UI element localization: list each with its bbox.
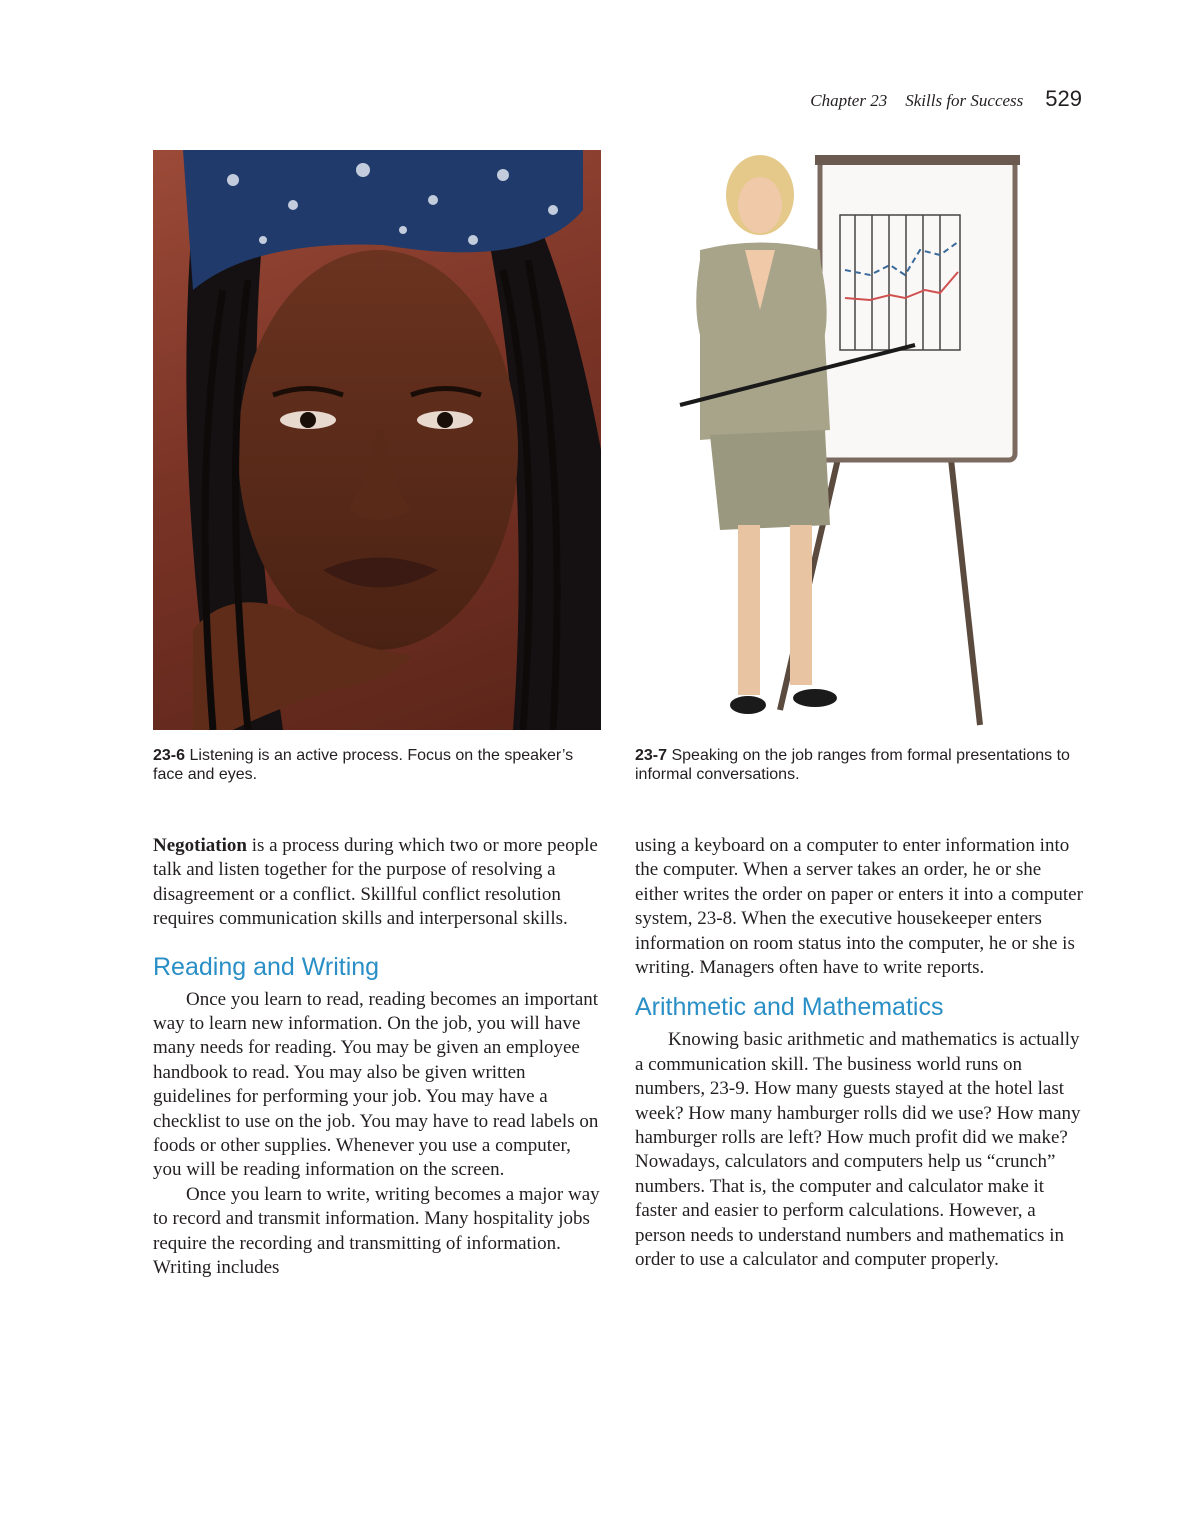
- reading-paragraph: Once you learn to read, reading becomes an important way to learn new information. On the job, you will have many needs for reading. You may be given an employee handbook to read. You may also be given written guidelines for performing your job. You may have a checklist to use on the job. You may have to read labels on foods or other supplies. Whenever you use a computer, you will be reading information on the screen.: [153, 988, 599, 1181]
- listening-photo: [153, 150, 601, 730]
- section-heading-arithmetic: Arithmetic and Mathematics: [635, 993, 944, 1022]
- section-heading-reading: Reading and Writing: [153, 952, 380, 981]
- figure-caption-23-6: [153, 746, 603, 784]
- paragraph-text: is a process during which two or more people talk and listen together for the purpose of resolving a disagreement or a conflict. Skillful conflict resolution requires communication skills and interpersonal skills.: [153, 835, 598, 930]
- writing-paragraph: Once you learn to write, writing becomes a major way to record and transmit information. Many hospitality jobs require the recording and transmitting of information. Writing includes: [153, 1183, 600, 1279]
- figure-caption-text: Listening is an active process. Focus on the speaker’s face and eyes.: [153, 747, 574, 783]
- arithmetic-paragraph: Knowing basic arithmetic and mathematics is actually a communication skill. The business world runs on numbers, 23-9. How many guests stayed at the hotel last week? How many hamburger rolls did we use? How many hamburger rolls are left? How much profit did we make? Nowadays, calculators and computers help us “crunch” numbers. That is, the computer and calculator make it faster and easier to perform calculations. However, a person needs to understand numbers and mathematics in order to use a calculator and computer properly.: [635, 1029, 1081, 1271]
- figure-number: 23-7: [635, 747, 668, 764]
- figure-number: 23-6: [153, 747, 186, 764]
- speaking-photo: [640, 150, 1030, 730]
- running-head: [810, 86, 1082, 112]
- key-term: Negotiation: [153, 835, 247, 856]
- running-head-chapter: Chapter 23: [810, 91, 888, 110]
- figure-caption-text: Speaking on the job ranges from formal presentations to informal conversations.: [635, 747, 1070, 783]
- writing-paragraph-continued: using a keyboard on a computer to enter information into the computer. When a server takes an order, he or she either writes the order on paper or enters it into a computer system, 23-8. When the executive housekeeper enters information on room status into the computer, he or she is writing. Managers often have to write reports.: [635, 835, 1083, 979]
- figure-caption-23-7: [635, 746, 1075, 784]
- left-column: [153, 834, 603, 1281]
- running-head-title: Skills for Success: [905, 91, 1024, 110]
- right-column: [635, 834, 1085, 1273]
- page-number: 529: [1045, 86, 1082, 111]
- negotiation-paragraph: [153, 834, 603, 932]
